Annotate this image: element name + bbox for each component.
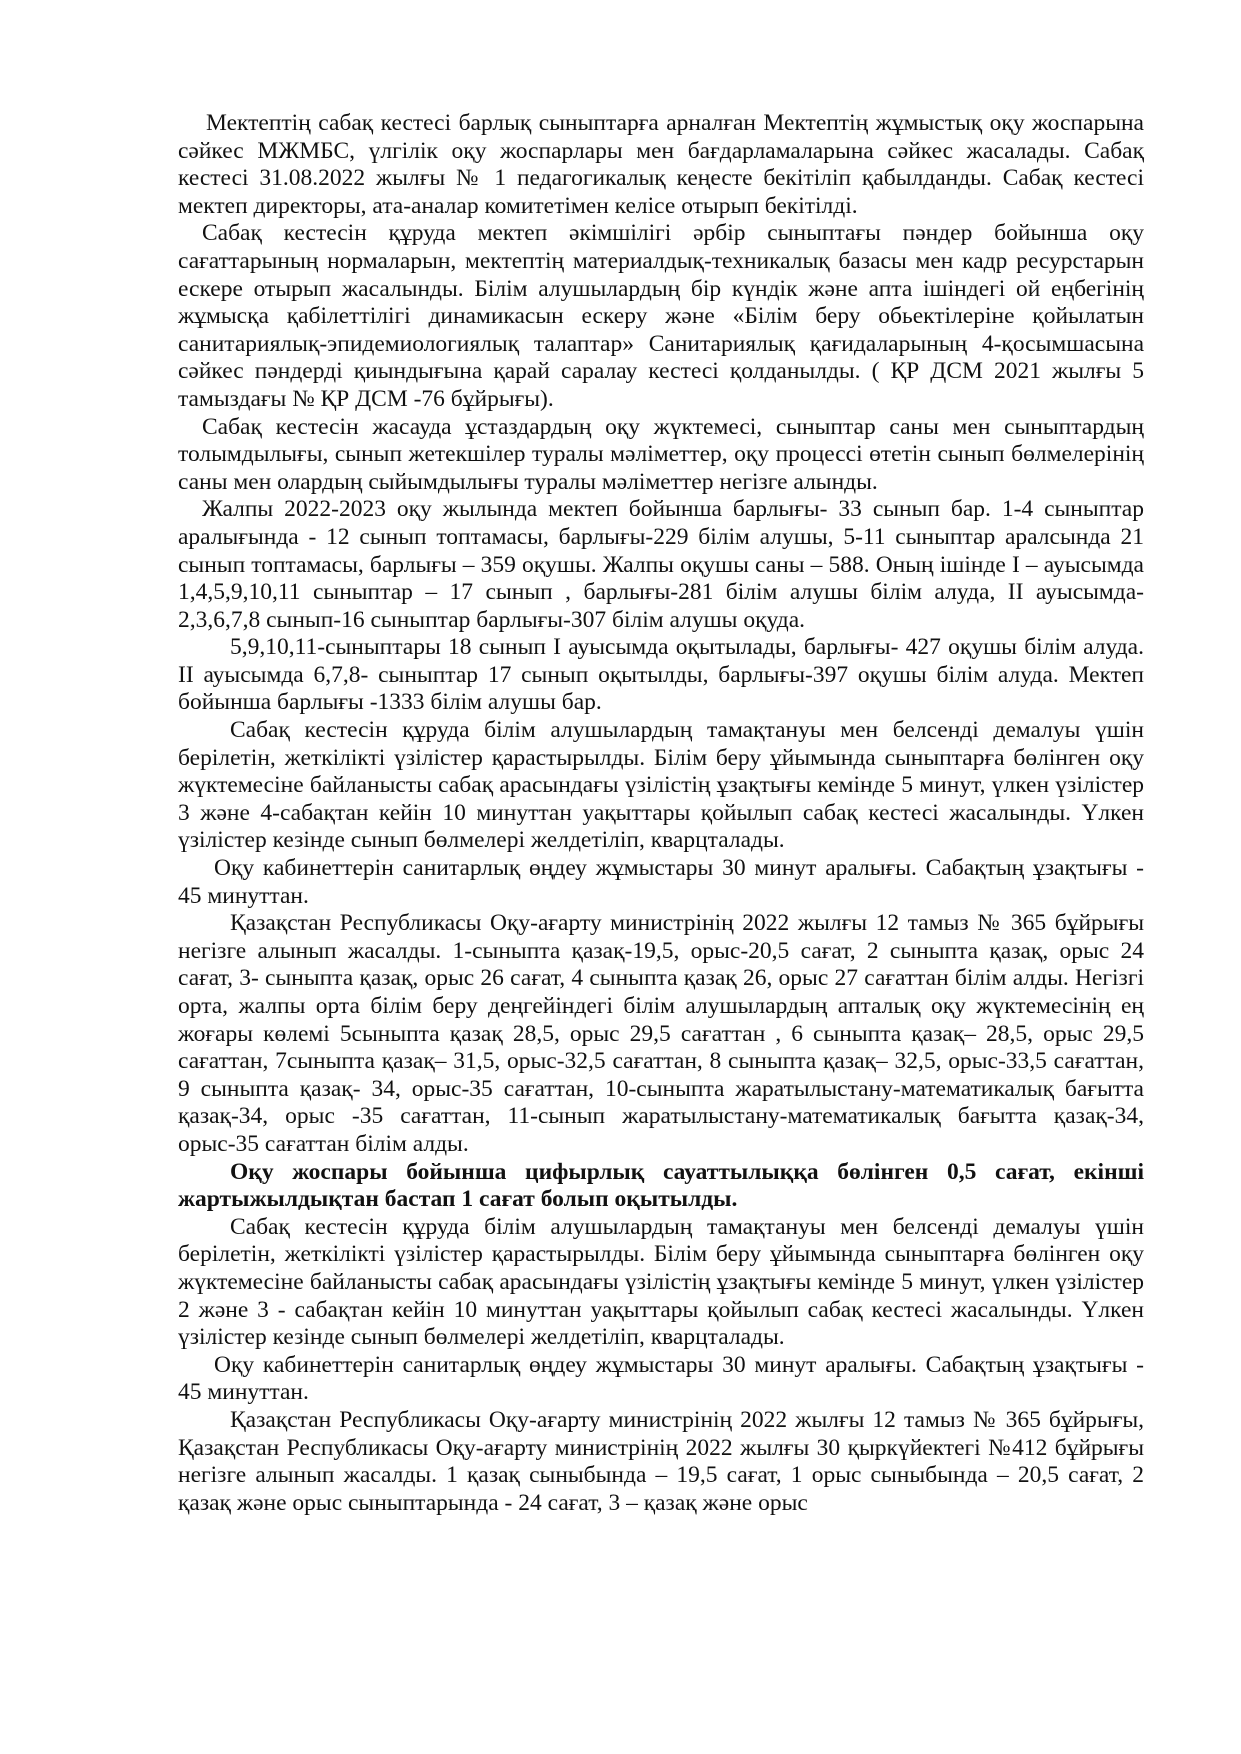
paragraph: Оқу кабинеттерін санитарлық өңдеу жұмыстары 30 минут аралығы. Сабақтың ұзақтығы - 45 минуттан.: [178, 855, 1144, 909]
paragraph: Қазақстан Республикасы Оқу-ағарту министрінің 2022 жылғы 12 тамыз № 365 бұйрығы негізге алынып жасалды. 1-сыныпта қазақ-19,5, орыс-20,5 сағат, 2 сыныпта қазақ, орыс 24 сағат, 3- сыныпта қазақ, орыс 26 сағат, 4 сыныпта қазақ 26, орыс 27 сағаттан білім алды. Негізгі орта, жалпы орта білім беру деңгейіндегі білім алушылардың апталық оқу жүктемесінің ең жоғары көлемі 5сыныпта қазақ 28,5, орыс 29,5 сағаттан , 6 сыныпта қазақ– 28,5, орыс 29,5 сағаттан, 7сыныпта қазақ– 31,5, орыс-32,5 сағаттан, 8 сыныпта қазақ– 32,5, орыс-33,5 сағаттан, 9 сыныпта қазақ- 34, орыс-35 сағаттан, 10-сыныпта жаратылыстану-математикалық бағытта қазақ-34, орыс -35 сағаттан, 11-сынып жаратылыстану-математикалық бағытта қазақ-34, орыс-35 сағаттан білім алды.: [178, 910, 1144, 1157]
paragraph: Оқу кабинеттерін санитарлық өңдеу жұмыстары 30 минут аралығы. Сабақтың ұзақтығы - 45 минуттан.: [178, 1351, 1144, 1406]
paragraph: Сабақ кестесін жасауда ұстаздардың оқу жүктемесі, сыныптар саны мен сыныптардың толымдылығы, сынып жетекшілер туралы мәліметтер, оқу процессі өтетін сынып бөлмелерінің саны мен олардың сыйымдылығы туралы мәліметтер негізге алынды.: [178, 413, 1144, 495]
paragraph: Жалпы 2022-2023 оқу жылында мектеп бойынша барлығы- 33 сынып бар. 1-4 сыныптар аралығында - 12 сынып топтамасы, барлығы-229 білім алушы, 5-11 сыныптар аралсында 21 сынып топтамасы, барлығы – 359 оқушы. Жалпы оқушы саны – 588. Оның ішінде I – ауысымда 1,4,5,9,10,11 сыныптар – 17 сынып , барлығы-281 білім алушы білім алуда, II ауысымда- 2,3,6,7,8 сынып-16 сыныптар барлығы-307 білім алушы оқуда.: [178, 496, 1144, 633]
paragraph: Қазақстан Республикасы Оқу-ағарту министрінің 2022 жылғы 12 тамыз № 365 бұйрығы, Қазақстан Республикасы Оқу-ағарту министрінің 2022 жылғы 30 қыркүйектегі №412 бұйрығы негізге алынып жасалды. 1 қазақ сыныбында – 19,5 сағат, 1 орыс сыныбында – 20,5 сағат, 2 қазақ және орыс сыныптарында - 24 сағат, 3 – қазақ және орыс: [178, 1406, 1144, 1516]
paragraph: Сабақ кестесін құруда білім алушылардың тамақтануы мен белсенді демалуы үшін берілетін, жеткілікті үзілістер қарастырылды. Білім беру ұйымында сыныптарға бөлінген оқу жүктемесіне байланысты сабақ арасындағы үзілістің ұзақтығы кемінде 5 минут, үлкен үзілістер 3 және 4-сабақтан кейін 10 минуттан уақыттары қойылып сабақ кестесі жасалынды. Үлкен үзілістер кезінде сынып бөлмелері желдетіліп, кварцталады.: [178, 717, 1144, 854]
bold-paragraph: Оқу жоспары бойынша цифырлық сауаттылыққа бөлінген 0,5 сағат, екінші жартыжылдықтан бастап 1 сағат болып оқытылды.: [178, 1158, 1144, 1213]
paragraph: Сабақ кестесін құруда білім алушылардың тамақтануы мен белсенді демалуы үшін берілетін, жеткілікті үзілістер қарастырылды. Білім беру ұйымында сыныптарға бөлінген оқу жүктемесіне байланысты сабақ арасындағы үзілістің ұзақтығы кемінде 5 минут, үлкен үзілістер 2 және 3 - сабақтан кейін 10 минуттан уақыттары қойылып сабақ кестесі жасалынды. Үлкен үзілістер кезінде сынып бөлмелері желдетіліп, кварцталады.: [178, 1213, 1144, 1351]
paragraph: 5,9,10,11-сыныптары 18 сынып I ауысымда оқытылады, барлығы- 427 оқушы білім алуда. II ауысымда 6,7,8- сыныптар 17 сынып оқытылды, барлығы-397 оқушы білім алуда. Мектеп бойынша барлығы -1333 білім алушы бар.: [178, 634, 1144, 716]
paragraph: Мектептің сабақ кестесі барлық сыныптарға арналған Мектептің жұмыстық оқу жоспарына сәйкес МЖМБС, үлгілік оқу жоспарлары мен бағдарламаларына сәйкес жасалады. Сабақ кестесі 31.08.2022 жылғы № 1 педагогикалық кеңесте бекітіліп қабылданды. Сабақ кестесі мектеп директоры, ата-аналар комитетімен келісе отырып бекітілді.: [178, 110, 1144, 219]
document-page: [178, 110, 1144, 1517]
paragraph: Сабақ кестесін құруда мектеп әкімшілігі әрбір сыныптағы пәндер бойынша оқу сағаттарының нормаларын, мектептің материалдық-техникалық базасы мен кадр ресурстарын ескере отырып жасалынды. Білім алушылардың бір күндік және апта ішіндегі ой еңбегінің жұмысқа қабілеттілігі динамикасын ескеру және «Білім беру обьектілеріне қойылатын санитариялық-эпидемиологиялық талаптар» Санитариялық қағидаларының 4-қосымшасына сәйкес пәндерді қиындығына қарай саралау кестесі қолданылды. ( ҚР ДСМ 2021 жылғы 5 тамыздағы № ҚР ДСМ -76 бұйрығы).: [178, 220, 1144, 412]
